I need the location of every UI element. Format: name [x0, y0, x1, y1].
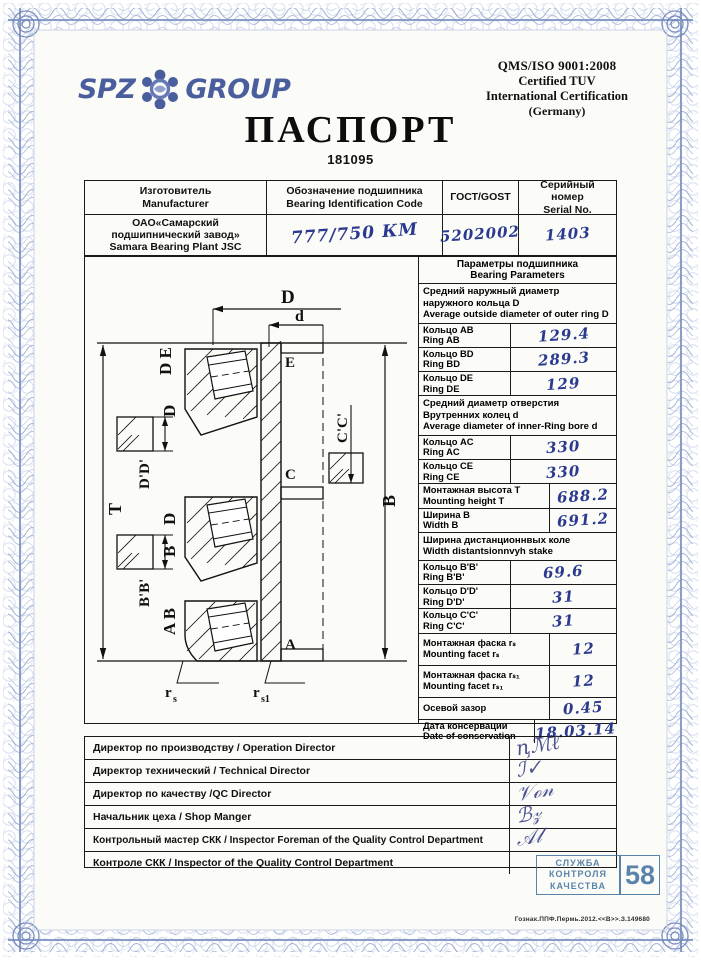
row-ring-dd-prime: Кольцо D'D' Ring D'D' 31: [419, 585, 616, 609]
drawing-label-T: T: [105, 502, 125, 515]
value-mounting-facet-rs1: 12: [570, 671, 596, 691]
value-ring-ac: 330: [545, 437, 582, 458]
stamp-line-3: КАЧЕСТВА: [550, 880, 606, 891]
value-ring-bb-prime: 69.6: [542, 561, 585, 583]
value-manufacturer: ОАО«Самарский подшипнический завод» Samara Bearing Plant JSC: [85, 215, 267, 255]
row-ring-ce: Кольцо CE Ring CE 330: [419, 460, 616, 484]
drawing-label-rs1: r: [253, 685, 260, 701]
value-ring-de: 129: [545, 373, 582, 394]
value-mounting-facet-rs: 12: [570, 639, 596, 659]
header-serial-no: Серийный номер Serial No.: [519, 181, 616, 215]
identification-header-row: [85, 181, 616, 215]
cert-line-international: International Certification: [486, 89, 628, 104]
drawing-label-CC-prime: C'C': [335, 413, 351, 443]
value-ring-cc-prime: 31: [551, 611, 576, 631]
cert-line-qms-iso: QMS/ISO 9001:2008: [497, 58, 617, 73]
row-ring-bd: Кольцо BD Ring BD 289.3: [419, 348, 616, 372]
identification-table: [84, 180, 617, 256]
body-frame: [84, 256, 617, 743]
row-ring-ab: Кольцо AB Ring AB 129.4: [419, 324, 616, 348]
row-ring-de: Кольцо DE Ring DE 129: [419, 372, 616, 396]
drawing-label-d-inner: d: [295, 308, 304, 325]
signature-row-inspector-foreman: [85, 823, 616, 852]
handwritten-bearing-code: 777/750 КМ: [290, 219, 419, 249]
stamp-line-1: СЛУЖБА: [555, 858, 601, 869]
drawing-label-DE: D E: [156, 347, 175, 375]
signature-mark: 𝒜𝓁: [514, 823, 544, 851]
value-mounting-height: 688.2: [556, 485, 610, 507]
group-bore-diameter-title: Средний диаметр отверстия Врутренних колец d Average diameter of inner-Ring bore d: [419, 396, 616, 436]
identification-value-row: [85, 215, 616, 255]
printer-footnote: Гознак.ППФ.Пермь.2012.<<В>>.З.149680: [514, 916, 650, 923]
row-ring-cc-prime: Кольцо C'C' Ring C'C' 31: [419, 609, 616, 633]
value-conservation-date: 18.03.14: [534, 719, 617, 743]
signature-mark: 𝒱ℴ𝓃: [514, 776, 556, 806]
cert-line-germany: (Germany): [528, 104, 586, 119]
value-ring-ab: 129.4: [536, 324, 591, 346]
value-ring-bd: 289.3: [536, 348, 591, 371]
signature-label: Директор по производству / Operation Director: [85, 737, 510, 759]
row-width-b: Ширина B Width B 691.2: [419, 509, 616, 533]
bearing-technical-drawing: [85, 257, 419, 723]
row-ring-ac: Кольцо AC Ring AC 330: [419, 436, 616, 460]
signature-mark: ℐ✓: [514, 754, 544, 782]
row-mounting-facet-rs: Монтажная фаска rₛ Mounting facet rₛ 12: [419, 634, 616, 666]
row-conservation-date: Дата консервации Date of conservation 18.03.14: [419, 720, 616, 743]
group-outer-diameter-title: Средний наружный диаметр наружного кольца D Average outside diameter of outer ring D: [419, 284, 616, 324]
group-stake-width-title: Ширина дистанционнвых коле Width distantsionnvyh stake: [419, 533, 616, 561]
drawing-label-B-mid: B: [160, 545, 179, 557]
value-ring-ce: 330: [545, 461, 582, 482]
drawing-label-D-outer: D: [281, 287, 295, 308]
signature-label: Начальник цеха / Shop Manger: [85, 806, 510, 828]
drawing-label-D-left: D: [160, 404, 179, 417]
drawing-label-A: A: [285, 637, 296, 653]
value-serial-no: [519, 215, 616, 255]
drawing-label-C: C: [285, 467, 296, 483]
spz-group-logo: [78, 68, 298, 110]
drawing-label-rs: r: [165, 685, 172, 701]
handwritten-serial: 1403: [544, 223, 591, 245]
signature-mark: ℬ𝓏: [514, 800, 543, 828]
parameters-header: Параметры подшипника Bearing Parameters: [419, 257, 616, 284]
drawing-label-DD-prime: D'D': [137, 459, 153, 489]
handwritten-gost: 5202002: [439, 222, 522, 247]
spz-ring-logo-icon: [137, 69, 183, 109]
signature-label: Контрольный мастер СКК / Inspector Foreman of the Quality Control Department: [85, 829, 510, 851]
signature-label: Директор по качеству /QC Director: [85, 783, 510, 805]
drawing-label-rs1-subscript: s1: [261, 694, 270, 705]
row-ring-bb-prime: Кольцо B'B' Ring B'B' 69.6: [419, 561, 616, 585]
cert-line-certified-tuv: Certified TUV: [518, 73, 596, 88]
value-bearing-code: [267, 215, 443, 255]
bearing-parameters-panel: [419, 257, 617, 743]
header-gost: ГОСТ/GOST: [443, 181, 519, 215]
drawing-label-E: E: [285, 355, 296, 371]
logo-text-spz: SPZ: [78, 73, 136, 105]
value-gost: [439, 215, 522, 255]
value-axial-clearance: 0.45: [562, 697, 604, 719]
logo-text-group: GROUP: [185, 73, 291, 105]
header-manufacturer: Изготовитель Manufacturer: [85, 181, 267, 215]
drawing-label-rs-subscript: s: [173, 694, 177, 705]
quality-control-stamp: [536, 855, 620, 895]
quality-control-stamp-number: 58: [620, 855, 660, 895]
page-title: ПАСПОРТ: [244, 109, 457, 151]
header-bearing-code: Обозначение подшипника Bearing Identification Code: [267, 181, 443, 215]
signature-area[interactable]: [510, 823, 616, 851]
signature-label: Контроле СКК / Inspector of the Quality Control Department: [85, 852, 510, 874]
signature-mark: ꞑℳℓ: [514, 729, 562, 761]
row-mounting-height: Монтажная высота T Mounting height T 688.2: [419, 484, 616, 508]
value-ring-dd-prime: 31: [551, 586, 576, 607]
drawing-label-A-B: A B: [160, 608, 179, 635]
signature-area[interactable]: [510, 754, 616, 782]
value-width-b: 691.2: [556, 509, 610, 531]
signature-label: Директор технический / Technical Director: [85, 760, 510, 782]
passport-number: 181095: [327, 152, 374, 167]
stamp-line-2: КОНТРОЛЯ: [549, 869, 607, 880]
drawing-label-B-right: B: [379, 494, 399, 507]
drawing-label-BB-prime: B'B': [137, 578, 153, 607]
row-mounting-facet-rs1: Монтажная фаска rₛ₁ Mounting facet rₛ₁ 12: [419, 666, 616, 698]
drawing-label-D-mid: D: [160, 512, 179, 525]
row-axial-clearance: Осевой зазор 0.45: [419, 698, 616, 720]
